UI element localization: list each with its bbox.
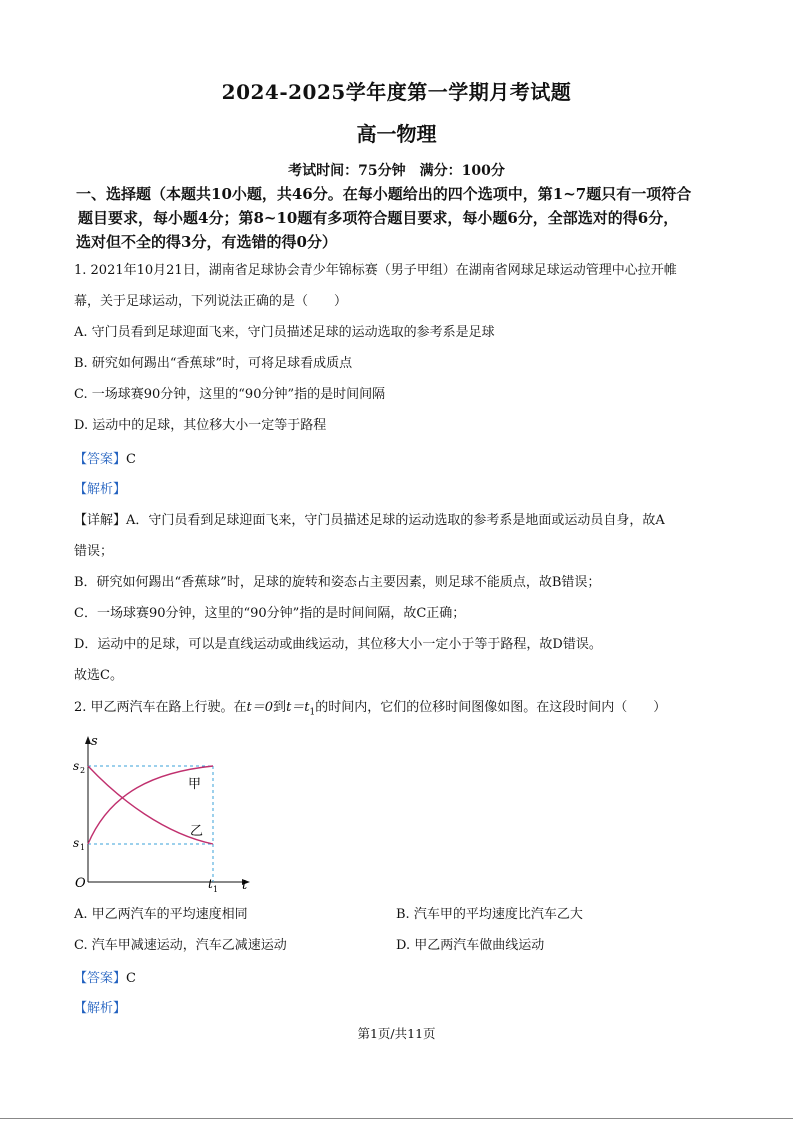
q1-analysis-tag: 【解析】	[74, 482, 127, 497]
q1-detail-line-4: C．一场球赛90分钟，这里的“90分钟”指的是时间间隔，故C正确；	[74, 606, 466, 621]
q2-analysis-tag: 【解析】	[74, 1001, 127, 1016]
q1-detail-line-1	[74, 512, 665, 530]
q1-stem-line-1: 1. 2021年10月21日，湖南省足球协会青少年锦标赛（男子甲组）在湖南省网球足球运动管理中心拉开帷	[74, 263, 677, 278]
q2-stem-a: 2. 甲乙两汽车在路上行驶。在	[74, 700, 247, 715]
detail-text: A．守门员看到足球迎面飞来，守门员描述足球的运动选取的参考系是地面或运动员自身，故A	[126, 513, 665, 528]
x-axis-label: t	[242, 878, 248, 893]
bottom-rule	[0, 1118, 793, 1119]
q1-option-a: A. 守门员看到足球迎面飞来，守门员描述足球的运动选取的参考系是足球	[74, 325, 495, 340]
page-number: 第1页/共11页	[357, 1026, 436, 1041]
y-axis-label: s	[91, 734, 98, 749]
q2-stem	[74, 699, 666, 722]
answer-tag: 【答案】	[74, 971, 127, 986]
curve-jia-label: 甲	[188, 777, 202, 792]
q2-option-d: D. 甲乙两汽车做曲线运动	[396, 938, 545, 953]
q1-option-d: D. 运动中的足球，其位移大小一定等于路程	[74, 418, 327, 433]
q1-detail-line-6: 故选C。	[74, 668, 123, 683]
answer-tag: 【答案】	[74, 452, 127, 467]
q2-displacement-time-graph	[70, 730, 260, 896]
s2-label: s	[73, 759, 80, 773]
s1-sub: 1	[80, 843, 86, 852]
q2-option-a: A. 甲乙两汽车的平均速度相同	[74, 907, 248, 922]
q1-answer	[74, 451, 136, 469]
answer-value: C	[126, 452, 136, 467]
curve-yi-label: 乙	[190, 824, 204, 839]
s1-label: s	[73, 836, 80, 850]
q1-detail-line-5: D．运动中的足球，可以是直线运动或曲线运动，其位移大小一定小于等于路程，故D错误。	[74, 637, 602, 652]
answer-value: C	[126, 971, 136, 986]
q1-detail-line-3: B．研究如何踢出“香蕉球”时，足球的旋转和姿态占主要因素，则足球不能质点，故B错误；	[74, 575, 601, 590]
q2-stem-t1: t＝t	[286, 700, 310, 715]
q2-option-b: B. 汽车甲的平均速度比汽车乙大	[396, 907, 583, 922]
q2-option-c: C. 汽车甲减速运动，汽车乙减速运动	[74, 938, 287, 953]
exam-title: 2024-2025学年度第一学期月考试题	[221, 80, 572, 104]
q2-stem-t0: t＝0	[246, 700, 274, 715]
q1-stem-line-2: 幕，关于足球运动，下列说法正确的是（ ）	[74, 294, 348, 309]
q1-option-b: B. 研究如何踢出“香蕉球”时，可将足球看成质点	[74, 356, 353, 371]
exam-meta: 考试时间：75分钟 满分：100分	[288, 163, 505, 179]
q1-detail-line-2: 错误；	[74, 544, 114, 559]
origin-label: O	[75, 876, 86, 891]
section-instruction-line-2: 题目要求，每小题4分；第8~10题有多项符合题目要求，每小题6分，全部选对的得6分，	[78, 209, 679, 227]
exam-subject: 高一物理	[356, 122, 437, 146]
q2-stem-c: 的时间内，它们的位移时间图像如图。在这段时间内（ ）	[315, 700, 667, 715]
s2-sub: 2	[80, 766, 86, 775]
q1-option-c: C. 一场球赛90分钟，这里的“90分钟”指的是时间间隔	[74, 387, 386, 402]
t1-label: t	[208, 877, 213, 891]
section-instruction-line-1: 一、选择题（本题共10小题，共46分。在每小题给出的四个选项中，第1~7题只有一项符合	[76, 185, 692, 203]
t1-sub: 1	[213, 885, 219, 894]
q2-stem-t1-sub: 1	[309, 707, 316, 718]
q2-stem-b: 到	[273, 700, 287, 715]
detail-tag: 【详解】	[74, 513, 127, 528]
q2-answer	[74, 970, 136, 988]
section-instruction-line-3: 选对但不全的得3分，有选错的得0分）	[76, 233, 337, 251]
